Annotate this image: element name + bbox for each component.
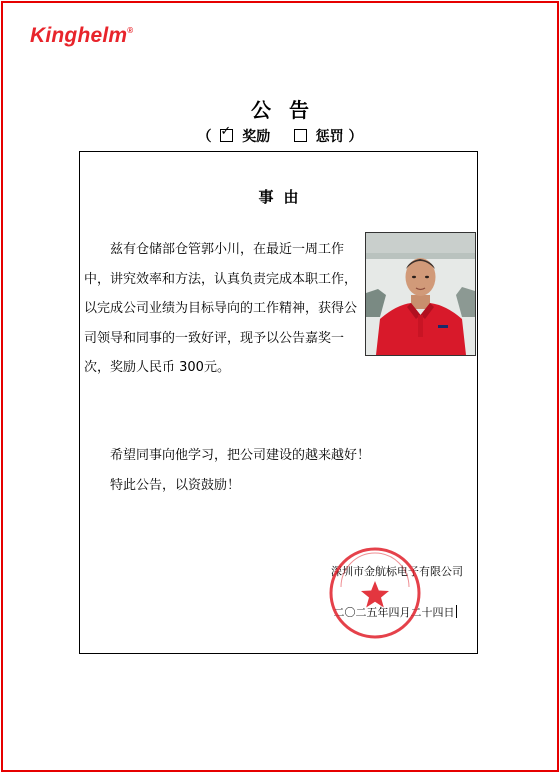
company-logo [30, 24, 133, 48]
closing-remarks [110, 441, 370, 501]
options-close-paren: ） [348, 129, 363, 145]
employee-photo [365, 232, 476, 356]
notice-heading: 事由 [258, 188, 309, 206]
logo-text: Kinghelm [30, 24, 128, 47]
date-text: 二〇二五年四月二十四日 [333, 606, 455, 619]
reward-label: 奖励 [242, 129, 271, 145]
closing-line: 特此公告，以资鼓励！ [110, 478, 241, 493]
notice-type-options [0, 126, 560, 146]
notice-paragraph: 兹有仓储部仓管郭小川，在最近一周工作中，讲究效率和方法，认真负责完成本职工作，以完成公司业绩为目标导向的工作精神，获得公司领导和同事的一致好评，现予以公告嘉奖一次，奖励人民币 300元。 [84, 242, 358, 375]
reward-checkbox[interactable] [220, 124, 233, 142]
penalty-label: 惩罚 [315, 129, 344, 145]
penalty-checkbox[interactable] [294, 129, 307, 142]
company-seal [327, 545, 423, 641]
notice-title: 公告 [251, 98, 327, 122]
hope-line: 希望同事向他学习，把公司建设的越来越好！ [110, 448, 371, 463]
check-mark-icon: ✓ [220, 124, 232, 139]
company-name: 深圳市金航标电子有限公司 [331, 565, 463, 578]
employee-portrait [366, 233, 475, 355]
official-stamp [327, 545, 423, 641]
registered-mark: ® [127, 26, 134, 35]
notice-body [84, 235, 362, 383]
text-cursor [456, 605, 458, 618]
options-open-paren: （ [197, 129, 212, 145]
